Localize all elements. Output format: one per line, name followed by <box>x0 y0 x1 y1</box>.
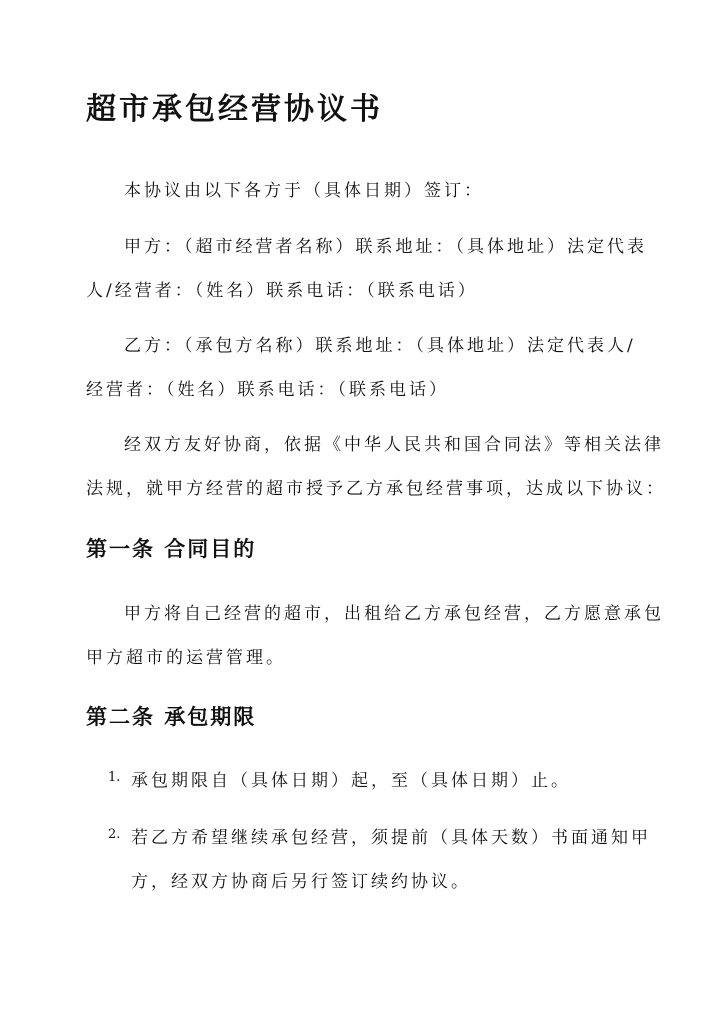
article-2-heading: 第二条 承包期限 <box>86 704 257 729</box>
intro-text: 本协议由以下各方于（具体日期）签订： <box>124 181 484 201</box>
document-title: 超市承包经营协议书 <box>86 92 383 127</box>
party-a-line-2: 人/经营者：（姓名）联系电话：（联系电话） <box>86 281 478 301</box>
article-2-item-2-line-2: 方，经双方协商后另行签订续约协议。 <box>131 872 471 892</box>
party-b-line-2: 经营者：（姓名）联系电话：（联系电话） <box>86 380 449 400</box>
article-1-line-2: 甲方超市的运营管理。 <box>86 648 286 668</box>
article-2-item-1-line-1: 承包期限自（具体日期）起，至（具体日期）止。 <box>131 771 571 791</box>
party-b-line-1: 乙方：（承包方名称）联系地址：（具体地址）法定代表人/ <box>124 336 636 356</box>
preamble-line-1: 经双方友好协商，依据《中华人民共和国合同法》等相关法律 <box>124 435 664 455</box>
party-a-line-1: 甲方：（超市经营者名称）联系地址：（具体地址）法定代表 <box>124 237 647 257</box>
preamble-line-2: 法规，就甲方经营的超市授予乙方承包经营事项，达成以下协议： <box>86 479 666 499</box>
article-1-heading: 第一条 合同目的 <box>86 536 257 561</box>
list-item-number: 2. <box>108 827 121 842</box>
article-2-item-2-line-1: 若乙方希望继续承包经营，须提前（具体天数）书面通知甲 <box>131 828 651 848</box>
list-item-number: 1. <box>108 770 121 785</box>
article-1-line-1: 甲方将自己经营的超市，出租给乙方承包经营，乙方愿意承包 <box>124 604 664 624</box>
